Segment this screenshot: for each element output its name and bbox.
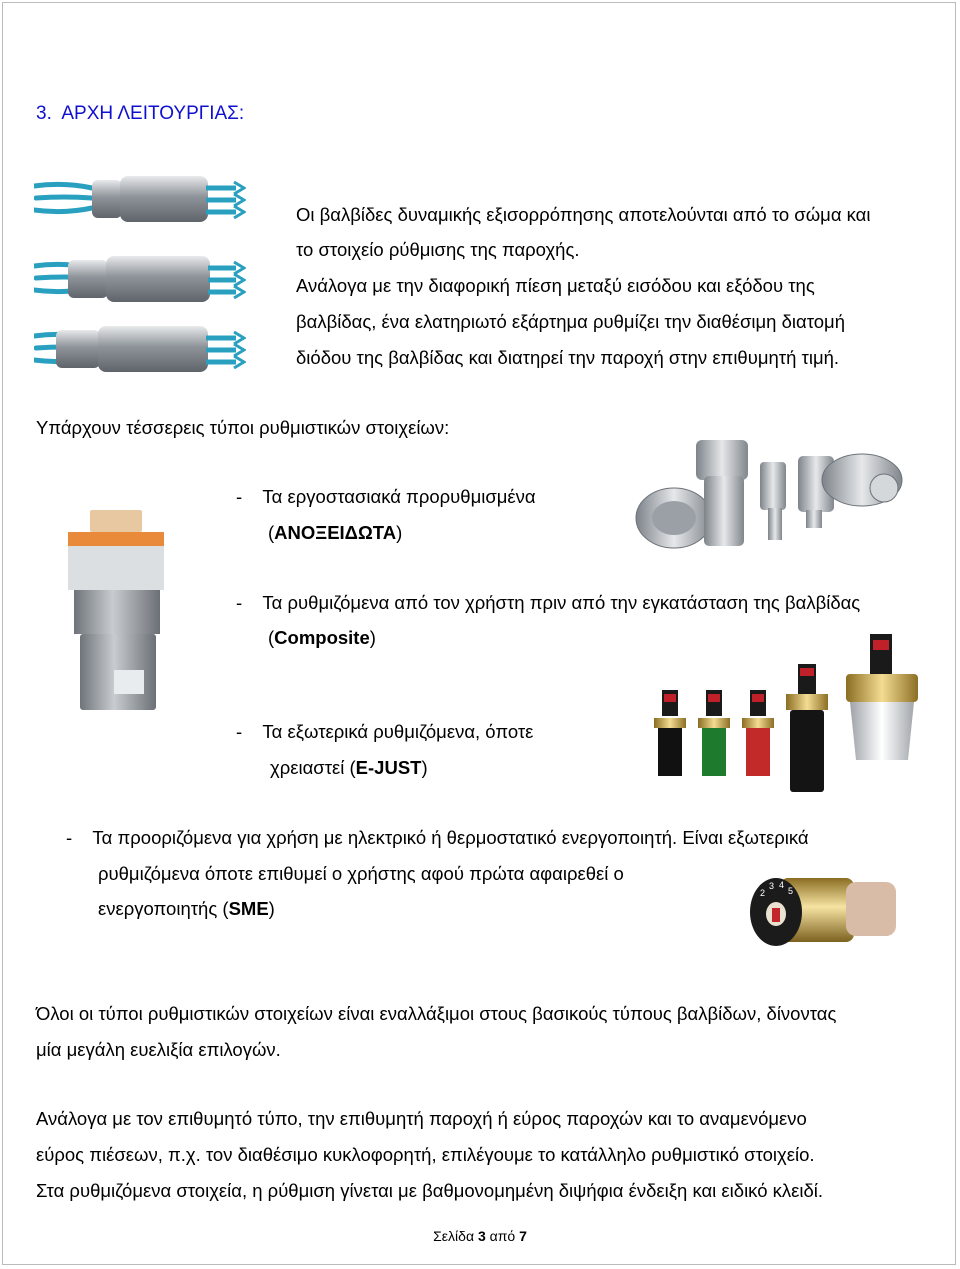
footer-total: 7 [519, 1228, 527, 1244]
flow-cartridges-illustration [34, 168, 246, 384]
type-2-paren-open: ( [268, 627, 275, 648]
type-3-name: E-JUST [355, 757, 422, 778]
section-heading [36, 96, 244, 131]
type-4-line-1 [66, 820, 809, 855]
stainless-cartridges-image [622, 426, 908, 558]
para2-line-1: Ανάλογα με τον επιθυμητό τύπο, την επιθυμητή παροχή ή εύρος παροχών και το αναμενόμενο [36, 1108, 807, 1129]
footer-page: 3 [477, 1228, 486, 1244]
composite-cartridge-image [62, 510, 172, 714]
type-1-line-2 [268, 515, 402, 550]
type-4-line-2: ρυθμιζόμενα όποτε επιθυμεί ο χρήστης αφού πρώτα αφαιρεθεί ο [98, 863, 624, 884]
intro-line-2: το στοιχείο ρύθμισης της παροχής. [296, 239, 580, 260]
type-2-line-1 [236, 585, 860, 620]
type-2-dash: - [236, 592, 243, 613]
type-3-line-2 [270, 750, 428, 785]
sme-cartridge-image [736, 864, 906, 960]
section-number: 3. [36, 103, 52, 124]
dial-number-5: 5 [788, 886, 794, 896]
intro-line-5: διόδου της βαλβίδας και διατηρεί την παροχή στην επιθυμητή τιμή. [296, 347, 840, 368]
type-2-line-2 [268, 620, 376, 655]
types-intro: Υπάρχουν τέσσερεις τύποι ρυθμιστικών στοιχείων: [36, 417, 450, 438]
type-1-text: Τα εργοστασιακά προρυθμισμένα [262, 486, 536, 507]
type-4-name: SME [228, 898, 269, 919]
type-3-line-1 [236, 714, 533, 749]
type-3-dash: - [236, 721, 243, 742]
type-4-line-3 [98, 891, 275, 926]
para1-line-2: μία μεγάλη ευελιξία επιλογών. [36, 1039, 281, 1060]
intro-line-1: Οι βαλβίδες δυναμικής εξισορρόπησης αποτελούνται από το σώμα και [296, 204, 871, 225]
type-3-text: Τα εξωτερικά ρυθμιζόμενα, όποτε [262, 721, 534, 742]
type-1-name: ΑΝΟΞΕΙΔΩΤΑ [274, 522, 397, 543]
dial-number-4: 4 [779, 880, 785, 890]
para2-line-3: Στα ρυθμιζόμενα στοιχεία, η ρύθμιση γίνεται με βαθμονομημένη διψήφια ένδειξη και ειδικό κλειδί. [36, 1180, 824, 1201]
para2-line-2: εύρος πιέσεων, π.χ. τον διαθέσιμο κυκλοφορητή, επιλέγουμε το κατάλληλο ρυθμιστικό στοιχείο. [36, 1144, 815, 1165]
intro-line-3: Ανάλογα με την διαφορική πίεση μεταξύ εισόδου και εξόδου της [296, 275, 815, 296]
type-1-dash: - [236, 486, 243, 507]
e-just-cartridges-image [650, 634, 932, 794]
intro-line-4: βαλβίδας, ένα ελατηριωτό εξάρτημα ρυθμίζει την διαθέσιμη διατομή [296, 311, 845, 332]
para1-line-1: Όλοι οι τύποι ρυθμιστικών στοιχείων είναι εναλλάξιμοι στους βασικούς τύπους βαλβίδων, δίνοντας [36, 1003, 837, 1024]
dial-number-3: 3 [769, 881, 775, 891]
dial-number-2: 2 [760, 888, 766, 898]
type-2-paren-close: ) [369, 627, 376, 648]
type-1-paren-open: ( [268, 522, 275, 543]
type-3-paren-close: ) [421, 757, 428, 778]
type-3-prefix: χρειαστεί ( [270, 757, 356, 778]
type-4-paren-close: ) [268, 898, 275, 919]
type-4-prefix: ενεργοποιητής ( [98, 898, 229, 919]
section-title: ΑΡΧΗ ΛΕΙΤΟΥΡΓΙΑΣ: [61, 103, 245, 124]
type-2-name: Composite [274, 627, 370, 648]
type-1-paren-close: ) [396, 522, 403, 543]
page-footer [0, 1228, 960, 1244]
footer-prefix: Σελίδα [433, 1228, 475, 1244]
type-1-line-1 [236, 479, 536, 514]
type-4-text-1: Τα προοριζόμενα για χρήση με ηλεκτρικό ή θερμοστατικό ενεργοποιητή. Είναι εξωτερικά [92, 827, 809, 848]
type-2-text: Τα ρυθμιζόμενα από τον χρήστη πριν από την εγκατάσταση της βαλβίδας [262, 592, 861, 613]
type-4-dash: - [66, 827, 73, 848]
footer-of: από [489, 1228, 516, 1244]
